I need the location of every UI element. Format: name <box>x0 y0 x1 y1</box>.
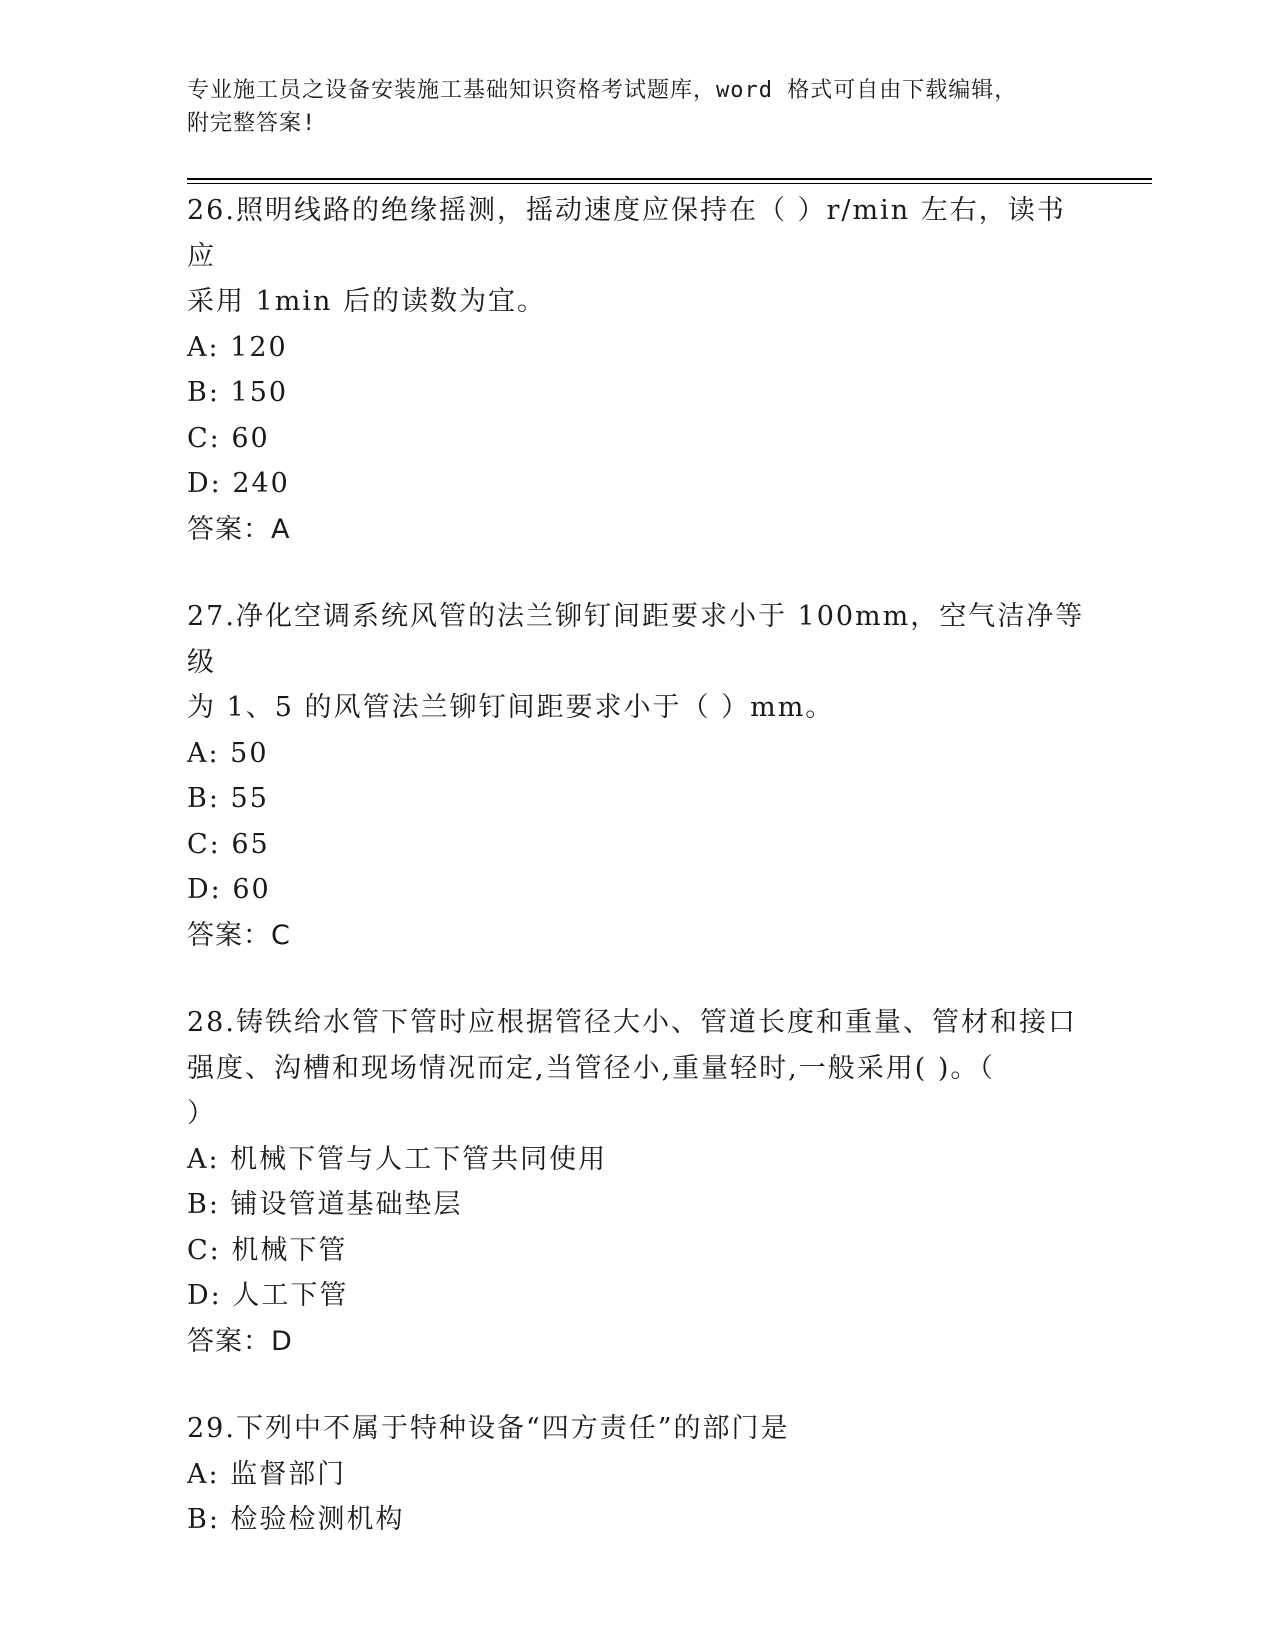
answer-line: 答案：A <box>187 513 291 545</box>
answer-line: 答案：D <box>187 1325 293 1357</box>
option-d: D: 60 <box>187 874 271 905</box>
question-stem <box>187 1406 1087 1452</box>
answer-line: 答案：C <box>187 919 291 951</box>
header-divider-thin <box>187 183 1152 184</box>
header-divider-thick <box>187 178 1152 180</box>
option-a: A: 机械下管与人工下管共同使用 <box>187 1143 608 1175</box>
option-a: A: 50 <box>187 737 269 769</box>
stem-line-1: 29.下列中不属于特种设备“四方责任”的部门是 <box>187 1413 790 1444</box>
question-list <box>187 188 1087 1585</box>
stem-line-2: 强度、沟槽和现场情况而定,当管径小,重量轻时,一般采用( )。（ <box>187 1052 995 1084</box>
document-header <box>187 74 1087 140</box>
question-stem <box>187 594 1087 731</box>
option-c: C: 65 <box>187 828 270 860</box>
question-stem <box>187 188 1087 325</box>
stem-line-1: 28.铸铁给水管下管时应根据管径大小、管道长度和重量、管材和接口 <box>187 1007 1077 1038</box>
option-a: A: 监督部门 <box>187 1458 347 1490</box>
option-b: B: 55 <box>187 783 269 814</box>
header-line-2: 附完整答案! <box>187 111 317 136</box>
stem-line-2: 为 1、5 的风管法兰铆钉间距要求小于（ ）mm。 <box>187 692 835 723</box>
question-stem <box>187 1000 1087 1137</box>
option-d: D: 人工下管 <box>187 1280 349 1311</box>
option-b: B: 150 <box>187 377 289 408</box>
header-line-1: 专业施工员之设备安装施工基础知识资格考试题库，word 格式可自由下载编辑， <box>187 78 1018 103</box>
question-27 <box>187 594 1087 958</box>
option-a: A: 120 <box>187 331 288 363</box>
question-28 <box>187 1000 1087 1364</box>
option-c: C: 60 <box>187 422 270 454</box>
question-29 <box>187 1406 1087 1543</box>
option-b: B: 检验检测机构 <box>187 1504 405 1535</box>
option-c: C: 机械下管 <box>187 1234 348 1266</box>
option-d: D: 240 <box>187 468 290 499</box>
option-b: B: 铺设管道基础垫层 <box>187 1189 463 1220</box>
stem-line-2: 采用 1min 后的读数为宜。 <box>187 286 546 317</box>
question-26 <box>187 188 1087 552</box>
stem-line-1: 27.净化空调系统风管的法兰铆钉间距要求小于 100mm，空气洁净等级 <box>187 601 1085 678</box>
stem-line-3: ） <box>187 1098 216 1129</box>
stem-line-1: 26.照明线路的绝缘摇测，摇动速度应保持在（ ）r/min 左右，读书应 <box>187 195 1066 272</box>
